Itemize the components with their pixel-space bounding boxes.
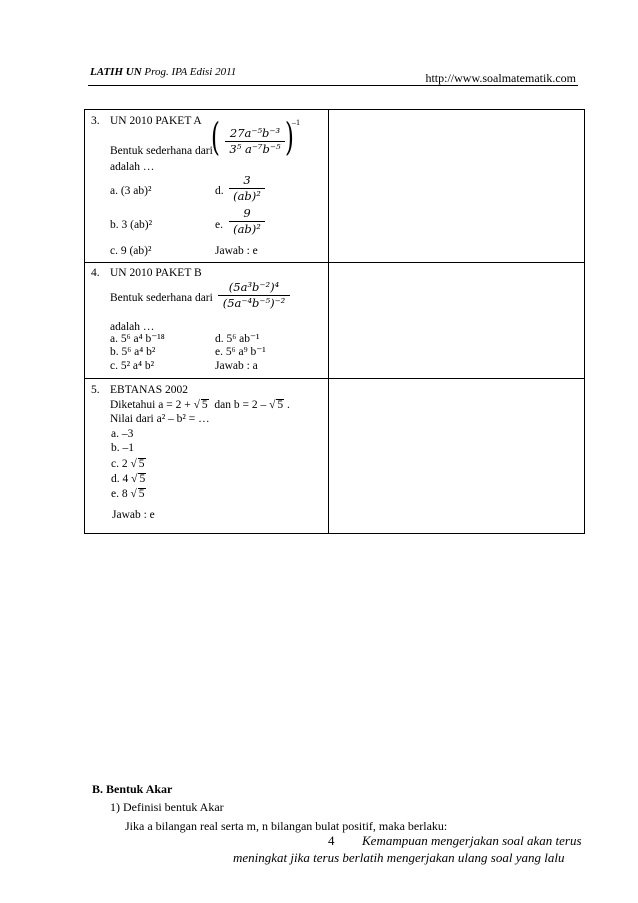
q3-suffix: adalah … bbox=[110, 161, 155, 173]
q5-option-c-label: c. 2 bbox=[111, 458, 128, 470]
q4-expression bbox=[218, 281, 290, 309]
q3-expr-exponent: –1 bbox=[292, 118, 300, 127]
q3-option-d-fraction bbox=[229, 174, 265, 202]
q4-option-c: c. 5² a⁴ b² bbox=[110, 360, 155, 372]
header-title-rest: Prog. IPA Edisi 2011 bbox=[144, 66, 237, 78]
header-url[interactable]: http://www.soalmatematik.com bbox=[425, 71, 576, 85]
q3-prompt: Bentuk sederhana dari bbox=[110, 145, 213, 157]
q3-source: UN 2010 PAKET A bbox=[110, 115, 202, 127]
q3-number: 3. bbox=[91, 115, 100, 127]
header-title-bold: LATIH UN bbox=[90, 66, 142, 78]
q3-option-d-den: (ab)² bbox=[233, 188, 261, 203]
q4-option-b: b. 5⁶ a⁴ b² bbox=[110, 346, 156, 358]
footer-line-1: Kemampuan mengerjakan soal akan terus bbox=[362, 833, 582, 848]
q5-given-pre: Diketahui a = 2 + bbox=[110, 399, 191, 411]
q5-option-e-label: e. 8 bbox=[111, 488, 128, 500]
q3-option-a: a. (3 ab)² bbox=[110, 185, 152, 197]
q5-number: 5. bbox=[91, 384, 100, 396]
q5-question: Nilai dari a² – b² = … bbox=[110, 413, 210, 425]
q3-expr-denominator: 3⁵ a⁻⁷b⁻⁵ bbox=[229, 141, 281, 156]
q5-option-d-sqrt: 5 bbox=[139, 473, 146, 485]
q5-sqrt-2-value: 5 bbox=[277, 399, 284, 411]
q4-source: UN 2010 PAKET B bbox=[110, 267, 202, 279]
question-table bbox=[84, 109, 585, 534]
section-definition-line: Jika a bilangan real serta m, n bilangan bulat positif, maka berlaku: bbox=[125, 819, 448, 833]
q3-option-b: b. 3 (ab)² bbox=[110, 219, 153, 231]
q3-expr-numerator: 27a⁻⁵b⁻³ bbox=[229, 126, 281, 140]
header-title bbox=[90, 66, 236, 78]
q3-right-paren: ) bbox=[284, 115, 294, 159]
q5-option-c-sqrt: 5 bbox=[138, 458, 145, 470]
q5-option-c: c. 2 √ 5 bbox=[111, 458, 145, 470]
q4-option-e: e. 5⁶ a⁹ b⁻¹ bbox=[215, 346, 266, 358]
table-row-divider-2 bbox=[84, 378, 585, 379]
q4-option-d: d. 5⁶ ab⁻¹ bbox=[215, 333, 260, 345]
page-number: 4 bbox=[328, 833, 335, 848]
q3-option-e-fraction bbox=[229, 207, 265, 235]
q5-given-mid: dan b = 2 – bbox=[214, 399, 267, 411]
table-row-divider-1 bbox=[84, 262, 585, 263]
footer-line-2: meningkat jika terus berlatih mengerjakan ulang soal yang lalu bbox=[233, 850, 565, 865]
q3-option-e-num: 9 bbox=[243, 206, 251, 220]
q4-expr-numerator: (5a³b⁻²)⁴ bbox=[228, 280, 280, 294]
q3-left-paren: ( bbox=[210, 115, 220, 159]
q3-option-d-label: d. bbox=[215, 185, 224, 197]
header-divider bbox=[88, 85, 578, 86]
q5-answer: Jawab : e bbox=[112, 509, 155, 521]
q5-option-d-label: d. 4 bbox=[111, 473, 129, 485]
q3-answer: Jawab : e bbox=[215, 245, 258, 257]
q5-sqrt-1-value: 5 bbox=[201, 399, 208, 411]
q5-option-d: d. 4 √ 5 bbox=[111, 473, 146, 485]
q5-option-e-sqrt: 5 bbox=[138, 488, 145, 500]
q3-expression bbox=[225, 127, 285, 155]
q4-answer: Jawab : a bbox=[215, 360, 258, 372]
q4-number: 4. bbox=[91, 267, 100, 279]
q5-given bbox=[110, 399, 290, 412]
q5-option-e: e. 8 √ 5 bbox=[111, 488, 145, 500]
q3-option-c: c. 9 (ab)² bbox=[110, 245, 152, 257]
q3-option-e-label: e. bbox=[215, 219, 223, 231]
q5-source: EBTANAS 2002 bbox=[110, 384, 188, 396]
q5-given-end: . bbox=[287, 399, 290, 411]
q3-option-e-den: (ab)² bbox=[233, 221, 261, 236]
section-subheading: 1) Definisi bentuk Akar bbox=[110, 800, 224, 814]
q4-option-a: a. 5⁶ a⁴ b⁻¹⁸ bbox=[110, 333, 165, 345]
table-column-divider bbox=[328, 109, 329, 534]
q5-sqrt-2: √ 5 bbox=[269, 399, 284, 411]
q3-option-d-num: 3 bbox=[243, 173, 251, 187]
q5-option-a: a. –3 bbox=[111, 428, 134, 440]
q4-expr-denominator: (5a⁻⁴b⁻⁵)⁻² bbox=[222, 295, 286, 310]
q4-prompt: Bentuk sederhana dari bbox=[110, 292, 213, 304]
q5-sqrt-1: √ 5 bbox=[193, 399, 208, 411]
q5-option-b: b. –1 bbox=[111, 442, 134, 454]
q4-suffix: adalah … bbox=[110, 321, 155, 333]
section-heading: B. Bentuk Akar bbox=[92, 782, 173, 796]
